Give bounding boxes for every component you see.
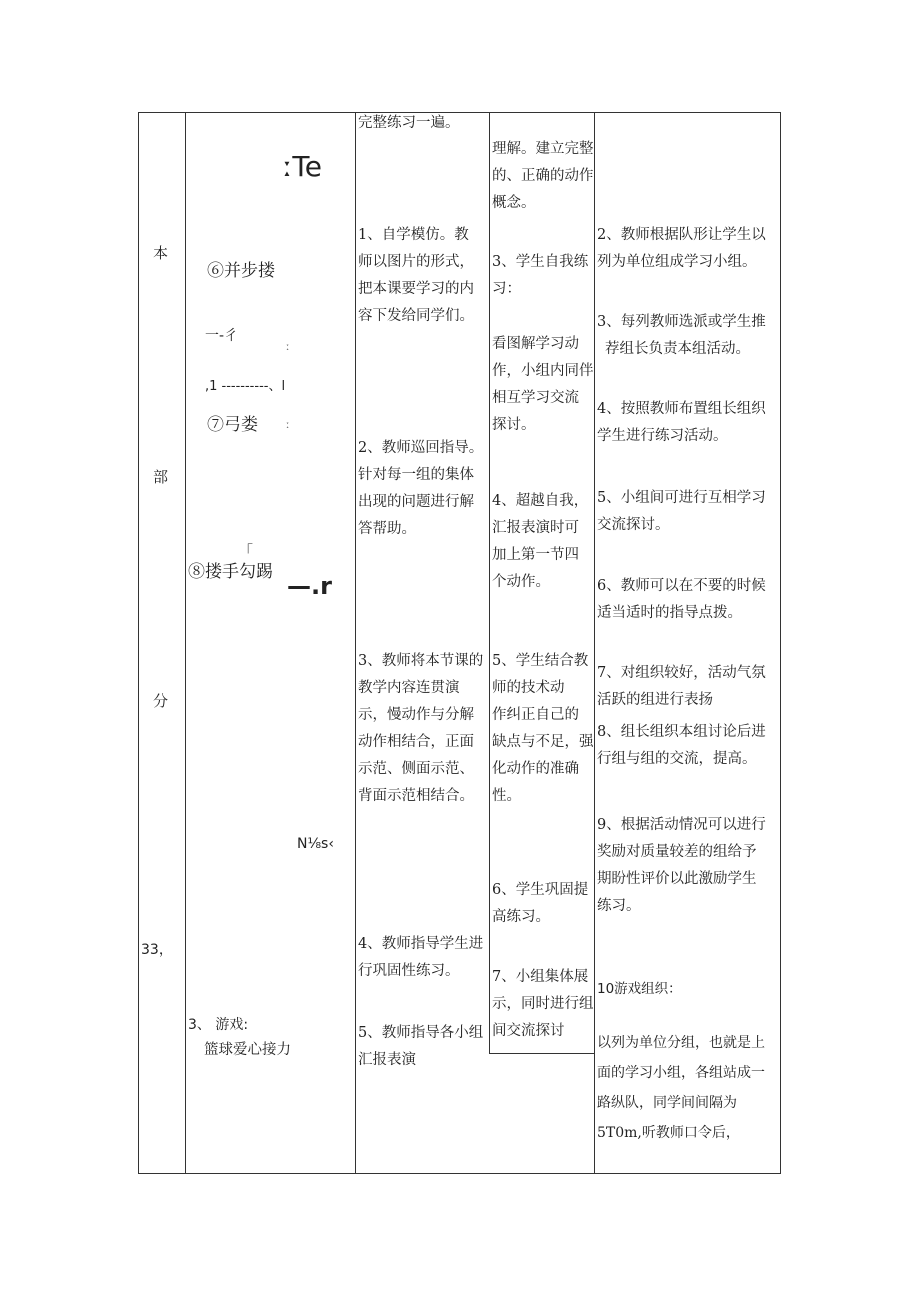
org-line: 7、对组织较好，活动气氛 — [597, 665, 766, 681]
org-line: 2、教师根据队形让学生以 — [597, 227, 766, 243]
org-line: 适当适时的指导点拨。 — [597, 605, 742, 621]
movement-item-7: ⑦弓娄 — [207, 415, 258, 435]
org-step-2 — [597, 222, 766, 276]
org-step-7 — [597, 660, 766, 706]
org-line: 10游戏组织： — [597, 981, 682, 997]
teacher-line: 答帮助。 — [358, 521, 416, 537]
student-line: 习： — [492, 281, 521, 297]
org-line: 6、教师可以在不要的时候 — [597, 578, 766, 594]
org-line: 活跃的组进行表扬 — [597, 692, 713, 706]
teacher-step-4 — [358, 931, 483, 985]
teacher-step-2 — [358, 435, 483, 543]
teacher-line: 2、教师巡回指导。 — [358, 440, 484, 456]
teacher-line: 5、教师指导各小组 — [358, 1025, 484, 1041]
student-line: 看图解学习动 — [492, 336, 579, 352]
org-step-3 — [597, 309, 766, 363]
student-line: 4、超越自我， — [492, 493, 589, 509]
column-divider-2 — [355, 112, 356, 1174]
movement-item-8: ⑧搂手勾踢 — [188, 562, 273, 582]
student-step-7 — [492, 964, 594, 1045]
column-divider-1 — [185, 112, 186, 1174]
org-line: 4、按照教师布置组长组织 — [597, 401, 766, 417]
teacher-line: 出现的问题进行解 — [358, 494, 474, 510]
student-line: 作，小组内同伴 — [492, 363, 594, 379]
student-line: 5、学生结合教 — [492, 653, 589, 669]
org-line: 交流探讨。 — [597, 517, 670, 533]
teacher-line: 示，慢动作与分解 — [358, 707, 474, 723]
student-line: 师的技术动 — [492, 680, 565, 696]
student-step-3 — [492, 249, 588, 303]
student-text-0 — [492, 136, 594, 217]
student-line: 加上第一节四 — [492, 547, 579, 563]
figure-fragment-e: 「 — [238, 542, 254, 560]
org-line: 行组与组的交流，提高。 — [597, 751, 757, 767]
teacher-line: 背面示范相结合。 — [358, 788, 474, 804]
teacher-text-0 — [358, 110, 460, 137]
teacher-line: 1、自学模仿。教 — [358, 227, 469, 243]
student-line: 作纠正自己的 — [492, 707, 579, 723]
student-line: 个动作。 — [492, 574, 550, 590]
student-step-5 — [492, 648, 594, 810]
teacher-step-3 — [358, 648, 483, 810]
org-line: 3、每列教师选派或学生推 — [597, 314, 766, 330]
org-line: 面的学习小组，各组站成一 — [597, 1065, 765, 1081]
student-line: 相互学习交流 — [492, 390, 579, 406]
figure-fragment-d: ː — [286, 418, 290, 431]
figure-fragment-te: ːTe — [283, 150, 323, 183]
figure-fragment-f: —.r — [287, 572, 332, 600]
student-line: 汇报表演时可 — [492, 520, 579, 536]
org-line: 5T0m,听教师口令后， — [597, 1125, 740, 1141]
student-line: 6、学生巩固提 — [492, 882, 589, 898]
org-line: 5、小组间可进行互相学习 — [597, 490, 766, 506]
org-line: 荐组长负责本组活动。 — [605, 341, 750, 357]
org-step-10 — [597, 976, 682, 1003]
student-line: 性。 — [492, 788, 521, 804]
student-line: 缺点与不足，强 — [492, 734, 594, 750]
teacher-line: 把本课要学习的内 — [358, 281, 474, 297]
org-line: 练习。 — [597, 898, 641, 914]
teacher-line: 容下发给同学们。 — [358, 308, 474, 324]
org-line: 期盼性评价以此激励学生 — [597, 871, 757, 887]
teacher-line: 3、教师将本节课的 — [358, 653, 484, 669]
student-line: 的、正确的动作 — [492, 168, 594, 184]
org-line: 9、根据活动情况可以进行 — [597, 817, 766, 833]
student-line: 探讨。 — [492, 417, 536, 433]
teacher-line: 4、教师指导学生进 — [358, 936, 484, 952]
student-line: 高练习。 — [492, 909, 550, 925]
figure-fragment-g: N⅛s‹ — [297, 836, 334, 852]
teacher-line: 行巩固性练习。 — [358, 963, 460, 979]
org-step-6 — [597, 573, 766, 627]
game-heading: 3、 游戏: — [188, 1017, 249, 1033]
teacher-line: 示范、侧面示范、 — [358, 761, 474, 777]
student-line: 化动作的准确 — [492, 761, 579, 777]
teacher-line: 教学内容连贯演 — [358, 680, 460, 696]
movement-item-6: ⑥并步搂 — [207, 261, 275, 281]
duration: 33， — [141, 942, 173, 958]
teacher-line: 完整练习一遍。 — [358, 115, 460, 131]
teacher-step-5 — [358, 1020, 483, 1074]
org-step-9 — [597, 812, 766, 920]
figure-fragment-a: 一-彳 — [205, 328, 239, 344]
teacher-line: 汇报表演 — [358, 1052, 416, 1068]
org-line: 学生进行练习活动。 — [597, 428, 728, 444]
org-line: 8、组长组织本组讨论后进 — [597, 724, 766, 740]
org-line: 以列为单位分组，也就是上 — [597, 1035, 765, 1051]
teacher-line: 动作相结合，正面 — [358, 734, 474, 750]
student-step-4 — [492, 488, 588, 596]
org-step-4 — [597, 396, 766, 450]
section-label-char-3: 分 — [153, 692, 169, 710]
student-line: 间交流探讨 — [492, 1023, 565, 1039]
student-line: 7、小组集体展 — [492, 969, 589, 985]
section-label-char-1: 本 — [153, 244, 169, 262]
student-line: 示，同时进行组 — [492, 996, 594, 1012]
student-step-3-detail — [492, 331, 594, 439]
student-step-6 — [492, 877, 588, 931]
student-line: 概念。 — [492, 195, 536, 211]
section-label-char-2: 部 — [153, 468, 169, 486]
student-line: 3、学生自我练 — [492, 254, 589, 270]
figure-fragment-b: ː — [286, 340, 290, 353]
teacher-step-1 — [358, 222, 474, 330]
org-game-detail — [597, 1028, 765, 1148]
figure-fragment-c: ,1 ----------、l — [205, 379, 286, 394]
student-line: 理解。建立完整 — [492, 141, 594, 157]
org-line: 列为单位组成学习小组。 — [597, 254, 757, 270]
org-line: 路纵队，同学间间隔为 — [597, 1095, 737, 1111]
game-name: 篮球爱心接力 — [204, 1042, 291, 1058]
teacher-line: 针对每一组的集体 — [358, 467, 474, 483]
org-step-5 — [597, 485, 766, 539]
org-step-8 — [597, 719, 766, 773]
teacher-line: 师以图片的形式， — [358, 254, 474, 270]
org-line: 奖励对质量较差的组给予 — [597, 844, 757, 860]
